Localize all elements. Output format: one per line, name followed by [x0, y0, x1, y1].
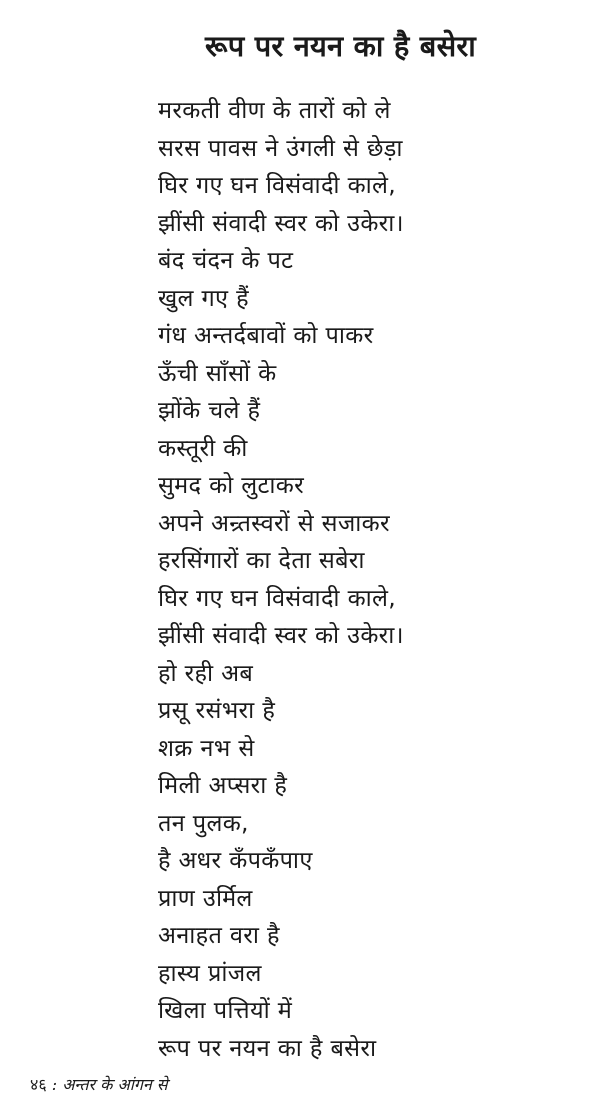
poem-line: मिली अप्सरा है — [158, 771, 288, 799]
poem-line: खुल गए हैं — [158, 283, 249, 312]
poem-line: प्रसू रसंभरा है — [158, 696, 276, 724]
poem-line: हरसिंगारों का देता सबेरा — [158, 546, 365, 574]
footer-separator: : — [46, 1075, 63, 1094]
poem-line: सरस पावस ने उंगली से छेड़ा — [158, 133, 403, 162]
page-number: ४६ — [30, 1075, 47, 1094]
poem-line: हो रही अब — [158, 658, 254, 687]
poem-line: झींसी संवादी स्वर को उकेरा। — [158, 621, 404, 649]
poem-line: खिला पत्तियों में — [158, 996, 293, 1024]
poem-line: प्राण उर्मिल — [158, 883, 253, 912]
poem-line: झोंके चले हैं — [158, 396, 261, 424]
poem-line: तन पुलक, — [158, 808, 249, 837]
poem-body — [158, 92, 588, 1067]
poem-line: अनाहत वरा है — [158, 921, 280, 949]
poem-line: रूप पर नयन का है बसेरा — [158, 1033, 377, 1062]
poem-line: गंध अन्तर्दबावों को पाकर — [158, 321, 374, 349]
poem-line: घिर गए घन विसंवादी काले, — [158, 583, 397, 612]
poem-line: सुमद को लुटाकर — [158, 471, 305, 499]
poem-title: रूप पर नयन का है बसेरा — [205, 29, 476, 63]
poem-line: मरकती वीण के तारों को ले — [158, 96, 391, 124]
poem-line: बंद चंदन के पट — [158, 246, 294, 274]
poem-line: शक्र नभ से — [158, 733, 255, 762]
poem-line: घिर गए घन विसंवादी काले, — [158, 171, 397, 199]
poem-line: ऊँची साँसों के — [158, 358, 277, 387]
poem-line: कस्तूरी की — [158, 433, 248, 462]
poem-line: है अधर कँपकँपाए — [158, 846, 313, 874]
book-title: अन्तर के आंगन से — [62, 1075, 168, 1094]
poem-line: हास्य प्रांजल — [158, 958, 262, 987]
poem-line: अपने अन्र्तस्वरों से सजाकर — [158, 508, 390, 537]
page-footer — [30, 1074, 168, 1096]
poem-line: झींसी संवादी स्वर को उकेरा। — [158, 208, 404, 237]
